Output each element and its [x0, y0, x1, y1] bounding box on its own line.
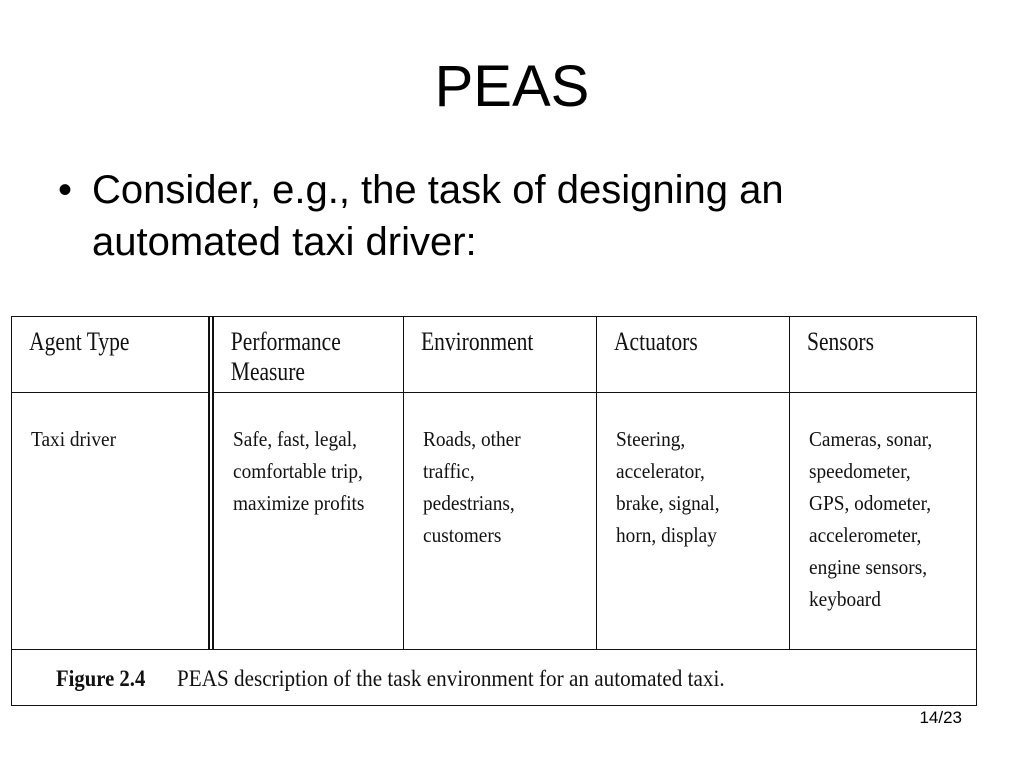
cell-performance-measure: Safe, fast, legal, comfortable trip, maximize profits — [211, 392, 403, 649]
slide-title: PEAS — [434, 54, 590, 119]
header-agent-type: Agent Type — [12, 317, 191, 392]
table-header-row — [12, 317, 976, 392]
header-sensors: Sensors — [789, 317, 957, 392]
cell-environment: Roads, other traffic, pedestrians, customers — [403, 392, 596, 649]
table-row — [12, 392, 976, 649]
page-number: 14/23 — [919, 708, 962, 727]
caption-label: Figure 2.4 — [56, 666, 146, 691]
caption-text: PEAS description of the task environment for an automated taxi. — [176, 666, 725, 691]
cell-actuators: Steering, accelerator, brake, signal, horn, display — [596, 392, 789, 649]
header-actuators: Actuators — [596, 317, 770, 392]
caption-divider — [12, 649, 976, 652]
bullet-icon: • — [58, 168, 73, 212]
figure-caption — [56, 665, 772, 693]
header-performance-measure: Performance Measure — [211, 317, 384, 392]
bullet-point — [58, 164, 958, 268]
bullet-text: Consider, e.g., the task of designing an automated taxi driver: — [92, 168, 784, 264]
peas-table — [12, 317, 976, 649]
header-environment: Environment — [403, 317, 577, 392]
cell-sensors: Cameras, sonar, speedometer, GPS, odometer, accelerometer, engine sensors, keyboard — [808, 426, 932, 611]
cell-agent-type: Taxi driver — [12, 392, 211, 649]
peas-figure — [11, 316, 977, 706]
